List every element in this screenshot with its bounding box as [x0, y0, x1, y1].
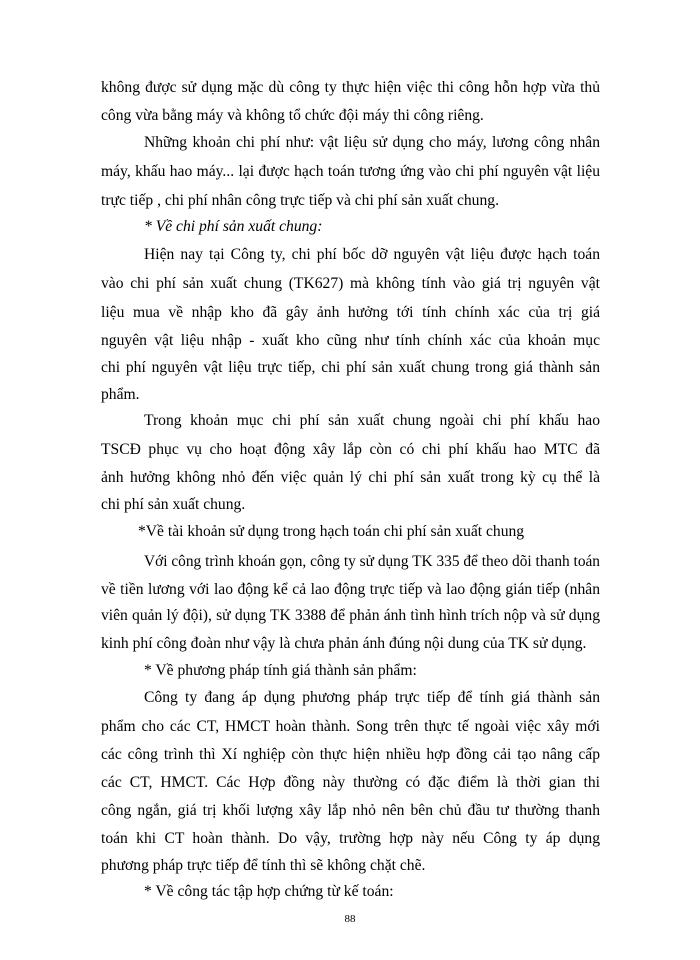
paragraph-line: công vừa bằng máy và không tổ chức đội máy thi công riêng. — [101, 107, 484, 124]
paragraph-line: phẩm. — [101, 386, 140, 403]
paragraph-line: Công ty đang áp dụng phương pháp trực tiếp để tính giá thành sản — [144, 689, 600, 706]
paragraph-line: toán khi CT hoàn thành. Do vậy, trường hợp này nếu Công ty áp dụng — [101, 830, 600, 847]
paragraph-line: Với công trình khoán gọn, công ty sử dụng TK 335 để theo dõi thanh toán — [144, 553, 600, 570]
paragraph-line: về tiền lương với lao động kể cả lao động trực tiếp và lao động gián tiếp (nhân — [101, 581, 600, 598]
paragraph-line: Hiện nay tại Công ty, chi phí bốc dỡ nguyên vật liệu được hạch toán — [144, 246, 600, 263]
paragraph-line: kinh phí công đoàn như vậy là chưa phản ánh đúng nội dung của TK sử dụng. — [101, 635, 587, 652]
paragraph-line: phương pháp trực tiếp để tính thì sẽ không chặt chẽ. — [101, 857, 426, 874]
paragraph-line: Trong khoản mục chi phí sản xuất chung ngoài chi phí khấu hao — [144, 412, 600, 429]
paragraph-line: nguyên vật liệu nhập - xuất kho cũng như tính chính xác của khoản mục — [101, 332, 600, 349]
section-heading: * Về công tác tập hợp chứng từ kế toán: — [144, 883, 394, 900]
paragraph-line: công ngắn, giá trị khối lượng xây lắp nhỏ nên bên chủ đầu tư thường thanh — [101, 802, 600, 819]
paragraph-line: các CT, HMCT. Các Hợp đồng này thường có đặc điểm là thời gian thi — [101, 774, 600, 791]
paragraph-line: viên quản lý đội), sử dụng TK 3388 để phản ánh tình hình trích nộp và sử dụng — [101, 607, 600, 624]
paragraph-line: các công trình thì Xí nghiệp còn thực hiện nhiều hợp đồng cải tạo nâng cấp — [101, 746, 600, 763]
section-heading: * Về chi phí sản xuất chung: — [144, 218, 323, 235]
page-number: 88 — [344, 913, 356, 925]
paragraph-line: TSCĐ phục vụ cho hoạt động xây lắp còn có chi phí khấu hao MTC đã — [101, 441, 600, 458]
paragraph-line: ảnh hưởng không nhỏ đến việc quản lý chi phí sản xuất trong kỳ cụ thể là — [101, 469, 600, 486]
section-heading: *Về tài khoản sử dụng trong hạch toán chi phí sản xuất chung — [138, 523, 525, 540]
paragraph-line: không được sử dụng mặc dù công ty thực hiện việc thi công hỗn hợp vừa thủ — [101, 79, 600, 96]
paragraph-line: phẩm cho các CT, HMCT hoàn thành. Song trên thực tế ngoài việc xây mới — [101, 718, 600, 735]
section-heading: * Về phương pháp tính giá thành sản phẩm: — [144, 662, 417, 679]
paragraph-line: máy, khấu hao máy... lại được hạch toán tương ứng vào chi phí nguyên vật liệu — [101, 163, 600, 180]
paragraph-line: liệu mua về nhập kho đã gây ảnh hưởng tới tính chính xác của trị giá — [101, 304, 600, 321]
paragraph-line: Những khoản chi phí như: vật liệu sử dụng cho máy, lương công nhân — [144, 134, 600, 151]
paragraph-line: chi phí sản xuất chung. — [101, 496, 246, 513]
paragraph-line: vào chi phí sản xuất chung (TK627) mà không tính vào giá trị nguyên vật — [101, 275, 600, 292]
paragraph-line: trực tiếp , chi phí nhân công trực tiếp và chi phí sản xuất chung. — [101, 192, 499, 209]
paragraph-line: chi phí nguyên vật liệu trực tiếp, chi phí sản xuất chung trong giá thành sản — [101, 359, 600, 376]
